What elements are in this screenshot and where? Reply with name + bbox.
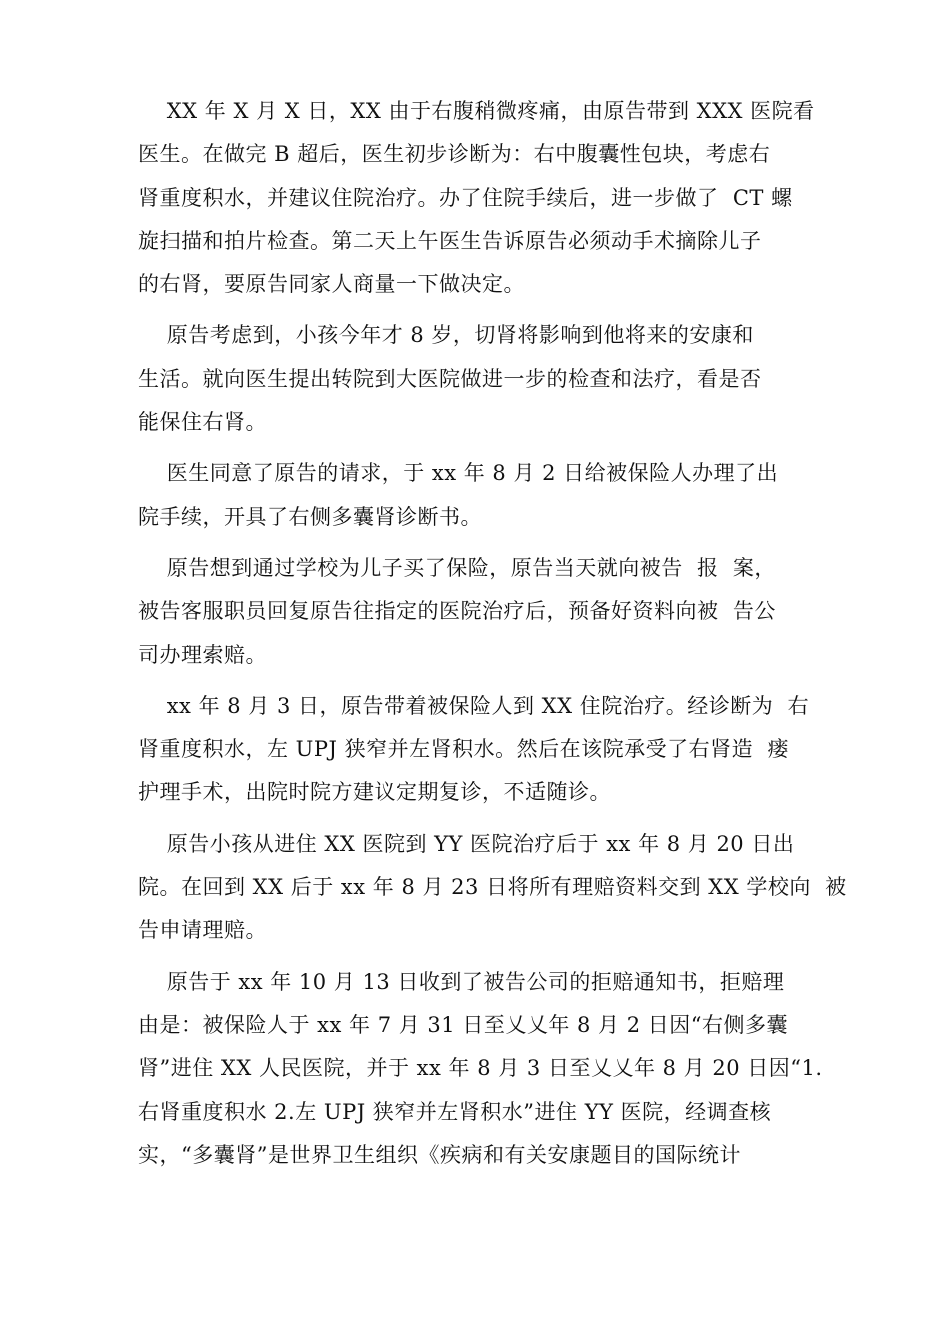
paragraph-line: 能保住右肾。 — [138, 410, 267, 435]
paragraph-line: 肾重度积水，并建议住院治疗。办了住院手续后，进一步做了 CT 螺 — [138, 185, 793, 210]
paragraph-line: 实，“多囊肾”是世界卫生组织《疾病和有关安康题目的国际统计 — [138, 1142, 741, 1167]
paragraph-line: 右肾重度积水 2.左 UPJ 狭窄并左肾积水”进住 YY 医院，经调查核 — [138, 1099, 772, 1124]
paragraph-line: 告申请理赔。 — [138, 918, 267, 943]
paragraph-line: 原告于 xx 年 10 月 13 日收到了被告公司的拒赔通知书，拒赔理 — [138, 969, 785, 994]
paragraph-7 — [138, 961, 823, 1177]
paragraph-line: 生活。就向医生提出转院到大医院做进一步的检查和法疗，看是否 — [138, 366, 762, 391]
paragraph-line: 被告客服职员回复原告往指定的医院治疗后，预备好资料向被 告公 — [138, 599, 776, 624]
paragraph-1 — [138, 90, 818, 306]
paragraph-line: 院。在回到 XX 后于 xx 年 8 月 23 日将所有理赔资料交到 XX 学校向 被 — [138, 875, 847, 900]
paragraph-line: 护理手术，出院时院方建议定期复诊，不适随诊。 — [138, 780, 611, 805]
paragraph-line: 院手续，开具了右侧多囊肾诊断书。 — [138, 504, 482, 529]
paragraph-line: 司办理索赔。 — [138, 642, 267, 667]
paragraph-line: 医生同意了原告的请求，于 xx 年 8 月 2 日给被保险人办理了出 — [138, 461, 779, 486]
paragraph-5 — [138, 685, 818, 815]
paragraph-line: 原告想到通过学校为儿子买了保险，原告当天就向被告 报 案， — [138, 555, 776, 580]
paragraph-line: 的右肾，要原告同家人商量一下做决定。 — [138, 272, 525, 297]
paragraph-line: 肾”进住 XX 人民医院，并于 xx 年 8 月 3 日至乂乂年 8 月 20 日因“1. — [138, 1056, 823, 1081]
paragraph-line: 原告考虑到，小孩今年才 8 岁，切肾将影响到他将来的安康和 — [138, 323, 754, 348]
paragraph-line: 由是：被保险人于 xx 年 7 月 31 日至乂乂年 8 月 2 日因“右侧多囊 — [138, 1012, 788, 1037]
paragraph-6 — [138, 823, 847, 953]
paragraph-2 — [138, 314, 818, 444]
paragraph-line: 医生。在做完 B 超后，医生初步诊断为：右中腹囊性包块，考虑右 — [138, 142, 771, 167]
paragraph-line: 肾重度积水，左 UPJ 狭窄并左肾积水。然后在该院承受了右肾造 瘘 — [138, 737, 789, 762]
paragraph-line: XX 年 X 月 X 日，XX 由于右腹稍微疼痛，由原告带到 XXX 医院看 — [138, 99, 815, 123]
document-body — [138, 90, 847, 1185]
paragraph-line: 旋扫描和拍片检查。第二天上午医生告诉原告必须动手术摘除儿子 — [138, 228, 762, 253]
paragraph-line: 原告小孩从进住 XX 医院到 YY 医院治疗后于 xx 年 8 月 20 日出 — [138, 831, 795, 856]
paragraph-line: xx 年 8 月 3 日，原告带着被保险人到 XX 住院治疗。经诊断为 右 — [138, 693, 810, 718]
paragraph-3 — [138, 452, 818, 539]
paragraph-4 — [138, 547, 818, 677]
